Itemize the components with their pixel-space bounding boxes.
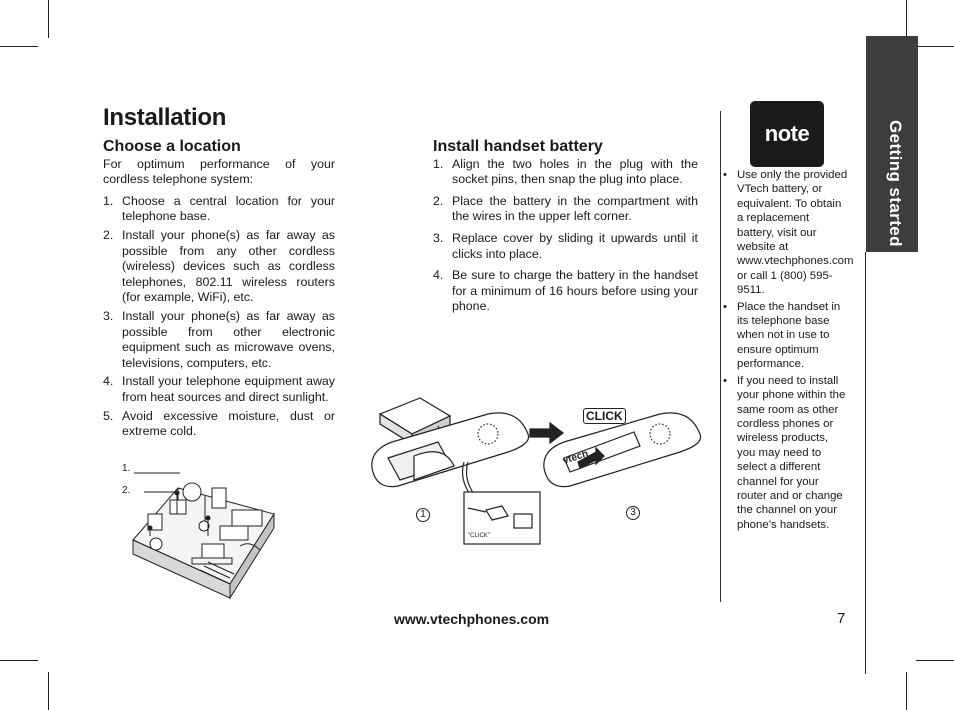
battery-steps — [433, 157, 698, 315]
room-illustration — [130, 466, 280, 600]
figure-label-2: 2. — [122, 485, 131, 496]
inset-label: "CLICK" — [468, 533, 490, 539]
list-item: 2. Place the battery in the compartment with the wires in the upper left corner. — [433, 193, 698, 224]
list-item: • If you need to install your phone within the same room as other cordless phones or wireless products, you may need to select a different channel for your router and or change the channel on your phone’s handsets. — [723, 374, 846, 531]
list-item: 3. Install your phone(s) as far away as possible from other electronic equipment such as microwave ovens, televisions, computers, etc. — [103, 308, 335, 370]
step-marker-1: 1 — [416, 508, 430, 522]
choose-location-section — [103, 139, 335, 443]
note-divider — [720, 111, 721, 602]
list-item: 3. Replace cover by sliding it upwards until it clicks into place. — [433, 230, 698, 261]
side-tab — [866, 36, 918, 252]
intro-text: For optimum performance of your cordless telephone system: — [103, 156, 335, 187]
brand-mark: vtech — [561, 448, 590, 467]
list-item: 2. Install your phone(s) as far away as possible from any other cordless (wireless) devices such as cordless telephones, 802.11 wireless routers (for example, WiFi), etc. — [103, 227, 335, 305]
step-marker-3: 3 — [626, 506, 640, 520]
install-battery-section — [433, 139, 698, 321]
page-title: Installation — [103, 104, 227, 131]
section-heading: Install handset battery — [433, 138, 603, 155]
section-heading: Choose a location — [103, 138, 241, 155]
side-divider — [865, 252, 866, 674]
list-item: 1. Choose a central location for your telephone base. — [103, 193, 335, 224]
location-steps — [103, 194, 335, 440]
location-marker — [175, 491, 180, 496]
page-number: 7 — [837, 610, 846, 627]
list-item: 5. Avoid excessive moisture, dust or extreme cold. — [103, 408, 335, 439]
footer-url: www.vtechphones.com — [394, 611, 550, 627]
figure-label-1: 1. — [122, 463, 131, 474]
list-item: 4. Be sure to charge the battery in the handset for a minimum of 16 hours before using your phone. — [433, 268, 698, 314]
note-badge: note — [750, 101, 824, 167]
list-item: 4. Install your telephone equipment away from heat sources and direct sunlight. — [103, 374, 335, 404]
side-tab-label: Getting started — [886, 120, 905, 247]
arrow-icon — [530, 423, 563, 443]
list-item: • Place the handset in its telephone base when not in use to ensure optimum performance. — [723, 300, 841, 371]
list-item: 1. Align the two holes in the plug with the socket pins, then snap the plug into place. — [433, 156, 698, 187]
location-marker — [206, 516, 211, 521]
note-list — [723, 168, 854, 534]
location-marker — [148, 526, 153, 531]
handset-battery-illustration — [368, 396, 708, 548]
list-item: • Use only the provided VTech battery, or equivalent. To obtain a replacement battery, visit our website at www.vtechphones.com or call 1 (800) 595-9511. — [723, 169, 854, 297]
click-label: CLICK — [583, 408, 626, 424]
